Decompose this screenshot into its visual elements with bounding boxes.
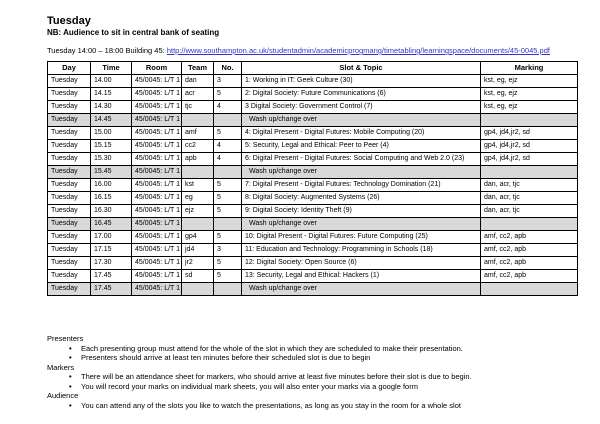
cell-slot: 6: Digital Present - Digital Futures: Social Computing and Web 2.0 (23) (242, 153, 481, 166)
schedule-table-body (48, 75, 578, 296)
cell-marking (481, 166, 578, 179)
col-header-no: No. (214, 62, 242, 75)
cell-room: 45/0045: L/T 1 (132, 153, 182, 166)
note-group-label: Audience (47, 391, 79, 400)
cell-room: 45/0045: L/T 1 (132, 231, 182, 244)
note-group-label: Presenters (47, 334, 84, 343)
cell-day: Tuesday (48, 101, 91, 114)
cell-slot: Wash up/change over (242, 218, 481, 231)
cell-marking: gp4, jd4,jr2, sd (481, 140, 578, 153)
cell-time: 17.30 (91, 257, 132, 270)
cell-team: amf (182, 127, 214, 140)
cell-slot: 3 Digital Society: Government Control (7) (242, 101, 481, 114)
table-row (48, 88, 578, 101)
cell-day: Tuesday (48, 283, 91, 296)
cell-team (182, 166, 214, 179)
cell-slot: 4: Digital Present - Digital Futures: Mobile Computing (20) (242, 127, 481, 140)
cell-day: Tuesday (48, 88, 91, 101)
table-row (48, 140, 578, 153)
note-list (47, 401, 577, 411)
cell-day: Tuesday (48, 75, 91, 88)
cell-marking: dan, acr, tjc (481, 192, 578, 205)
col-header-time: Time (91, 62, 132, 75)
cell-marking: dan, acr, tjc (481, 179, 578, 192)
cell-day: Tuesday (48, 192, 91, 205)
cell-time: 17.00 (91, 231, 132, 244)
schedule-table-header (48, 62, 578, 75)
cell-day: Tuesday (48, 140, 91, 153)
header-row (48, 62, 578, 75)
cell-room: 45/0045: L/T 1 (132, 75, 182, 88)
cell-room: 45/0045: L/T 1 (132, 270, 182, 283)
cell-slot: 7: Digital Present - Digital Futures: Technology Domination (21) (242, 179, 481, 192)
table-row (48, 101, 578, 114)
cell-time: 17.15 (91, 244, 132, 257)
cell-time: 15.30 (91, 153, 132, 166)
cell-room: 45/0045: L/T 1 (132, 166, 182, 179)
note-item: • There will be an attendance sheet for markers, who should arrive at least five minutes before their slot is due to begin. (69, 372, 577, 382)
cell-marking: kst, eg, ejz (481, 101, 578, 114)
table-row (48, 153, 578, 166)
cell-team: jr2 (182, 257, 214, 270)
cell-time: 15.00 (91, 127, 132, 140)
cell-marking: amf, cc2, apb (481, 244, 578, 257)
table-row (48, 75, 578, 88)
table-row (48, 257, 578, 270)
note-item: • Presenters should arrive at least ten minutes before their scheduled slot is due to begin (69, 353, 577, 363)
cell-room: 45/0045: L/T 1 (132, 127, 182, 140)
cell-day: Tuesday (48, 179, 91, 192)
cell-team: jd4 (182, 244, 214, 257)
cell-team: apb (182, 153, 214, 166)
cell-slot: 12: Digital Society: Open Source (6) (242, 257, 481, 270)
cell-no: 5 (214, 270, 242, 283)
cell-slot: Wash up/change over (242, 166, 481, 179)
cell-team: eg (182, 192, 214, 205)
note-item: • You can attend any of the slots you like to watch the presentations, as long as you stay in the room for a whole slot (69, 401, 577, 411)
room-plan-link[interactable]: http://www.southampton.ac.uk/studentadmin/academicprogmang/timetabling/learningspace/documents/45-0045.pdf (166, 46, 550, 55)
table-row (48, 244, 578, 257)
cell-day: Tuesday (48, 205, 91, 218)
cell-team: cc2 (182, 140, 214, 153)
cell-time: 17.45 (91, 283, 132, 296)
cell-slot: 9: Digital Society: Identity Theft (9) (242, 205, 481, 218)
cell-no (214, 166, 242, 179)
cell-room: 45/0045: L/T 1 (132, 192, 182, 205)
note-list (47, 344, 577, 363)
table-row (48, 127, 578, 140)
cell-slot: 1: Working in IT: Geek Culture (30) (242, 75, 481, 88)
cell-team: tjc (182, 101, 214, 114)
cell-time: 15.45 (91, 166, 132, 179)
note-item: • Each presenting group must attend for the whole of the slot in which they are scheduled to make their presentation. (69, 344, 577, 354)
cell-no: 5 (214, 179, 242, 192)
cell-team: gp4 (182, 231, 214, 244)
cell-time: 15.15 (91, 140, 132, 153)
cell-day: Tuesday (48, 127, 91, 140)
cell-room: 45/0045: L/T 1 (132, 257, 182, 270)
cell-marking (481, 218, 578, 231)
washup-row (48, 218, 578, 231)
cell-time: 16.30 (91, 205, 132, 218)
cell-no (214, 218, 242, 231)
cell-room: 45/0045: L/T 1 (132, 205, 182, 218)
cell-room: 45/0045: L/T 1 (132, 88, 182, 101)
cell-marking: amf, cc2, apb (481, 270, 578, 283)
washup-row (48, 114, 578, 127)
cell-no: 4 (214, 140, 242, 153)
cell-marking: kst, eg, ejz (481, 88, 578, 101)
cell-team: sd (182, 270, 214, 283)
notes (47, 334, 577, 410)
cell-no: 5 (214, 205, 242, 218)
cell-team (182, 218, 214, 231)
cell-no (214, 114, 242, 127)
cell-no: 4 (214, 153, 242, 166)
col-header-slot-topic: Slot & Topic (242, 62, 481, 75)
cell-day: Tuesday (48, 153, 91, 166)
cell-no: 5 (214, 88, 242, 101)
cell-slot: 5: Security, Legal and Ethical: Peer to Peer (4) (242, 140, 481, 153)
table-row (48, 192, 578, 205)
cell-slot: Wash up/change over (242, 283, 481, 296)
cell-team: acr (182, 88, 214, 101)
page-title: Tuesday (47, 15, 91, 27)
washup-row (48, 283, 578, 296)
cell-day: Tuesday (48, 166, 91, 179)
cell-day: Tuesday (48, 257, 91, 270)
cell-no: 5 (214, 257, 242, 270)
session-info-line (47, 46, 577, 55)
cell-slot: Wash up/change over (242, 114, 481, 127)
cell-marking: amf, cc2, apb (481, 257, 578, 270)
cell-time: 16.45 (91, 218, 132, 231)
cell-team: kst (182, 179, 214, 192)
cell-room: 45/0045: L/T 1 (132, 101, 182, 114)
cell-room: 45/0045: L/T 1 (132, 140, 182, 153)
cell-team: ejz (182, 205, 214, 218)
washup-row (48, 166, 578, 179)
cell-room: 45/0045: L/T 1 (132, 218, 182, 231)
cell-no: 3 (214, 244, 242, 257)
session-info-text: Tuesday 14:00 – 18:00 Building 45: (47, 46, 167, 55)
cell-marking: kst, eg, ejz (481, 75, 578, 88)
cell-marking (481, 283, 578, 296)
col-header-room: Room (132, 62, 182, 75)
cell-marking: amf, cc2, apb (481, 231, 578, 244)
note-group-label: Markers (47, 362, 75, 372)
note-item: • You will record your marks on individual mark sheets, you will also enter your marks via a google form (69, 382, 577, 392)
cell-marking: gp4, jd4,jr2, sd (481, 127, 578, 140)
cell-team (182, 283, 214, 296)
cell-slot: 13: Security, Legal and Ethical: Hackers (1) (242, 270, 481, 283)
cell-team: dan (182, 75, 214, 88)
cell-no (214, 283, 242, 296)
cell-time: 14.15 (91, 88, 132, 101)
cell-slot: 11: Education and Technology: Programming in Schools (18) (242, 244, 481, 257)
cell-time: 14.45 (91, 114, 132, 127)
schedule-table (47, 61, 578, 296)
cell-marking: gp4, jd4,jr2, sd (481, 153, 578, 166)
cell-day: Tuesday (48, 231, 91, 244)
col-header-day: Day (48, 62, 91, 75)
cell-time: 16.15 (91, 192, 132, 205)
cell-day: Tuesday (48, 244, 91, 257)
cell-no: 4 (214, 101, 242, 114)
table-row (48, 270, 578, 283)
cell-team (182, 114, 214, 127)
cell-marking (481, 114, 578, 127)
cell-room: 45/0045: L/T 1 (132, 244, 182, 257)
cell-time: 14.00 (91, 75, 132, 88)
cell-slot: 10: Digital Present - Digital Futures: Future Computing (25) (242, 231, 481, 244)
cell-time: 16.00 (91, 179, 132, 192)
cell-no: 5 (214, 231, 242, 244)
col-header-team: Team (182, 62, 214, 75)
cell-day: Tuesday (48, 114, 91, 127)
cell-no: 5 (214, 127, 242, 140)
cell-day: Tuesday (48, 270, 91, 283)
cell-no: 5 (214, 192, 242, 205)
table-row (48, 205, 578, 218)
cell-time: 14.30 (91, 101, 132, 114)
cell-slot: 2: Digital Society: Future Communications (6) (242, 88, 481, 101)
note-list (47, 372, 577, 391)
col-header-marking: Marking (481, 62, 578, 75)
cell-slot: 8: Digital Society: Augmented Systems (26) (242, 192, 481, 205)
table-row (48, 179, 578, 192)
cell-room: 45/0045: L/T 1 (132, 114, 182, 127)
cell-no: 3 (214, 75, 242, 88)
page-subtitle: NB: Audience to sit in central bank of seating (47, 28, 220, 37)
cell-marking: dan, acr, tjc (481, 205, 578, 218)
table-row (48, 231, 578, 244)
cell-room: 45/0045: L/T 1 (132, 283, 182, 296)
cell-room: 45/0045: L/T 1 (132, 179, 182, 192)
cell-day: Tuesday (48, 218, 91, 231)
cell-time: 17.45 (91, 270, 132, 283)
